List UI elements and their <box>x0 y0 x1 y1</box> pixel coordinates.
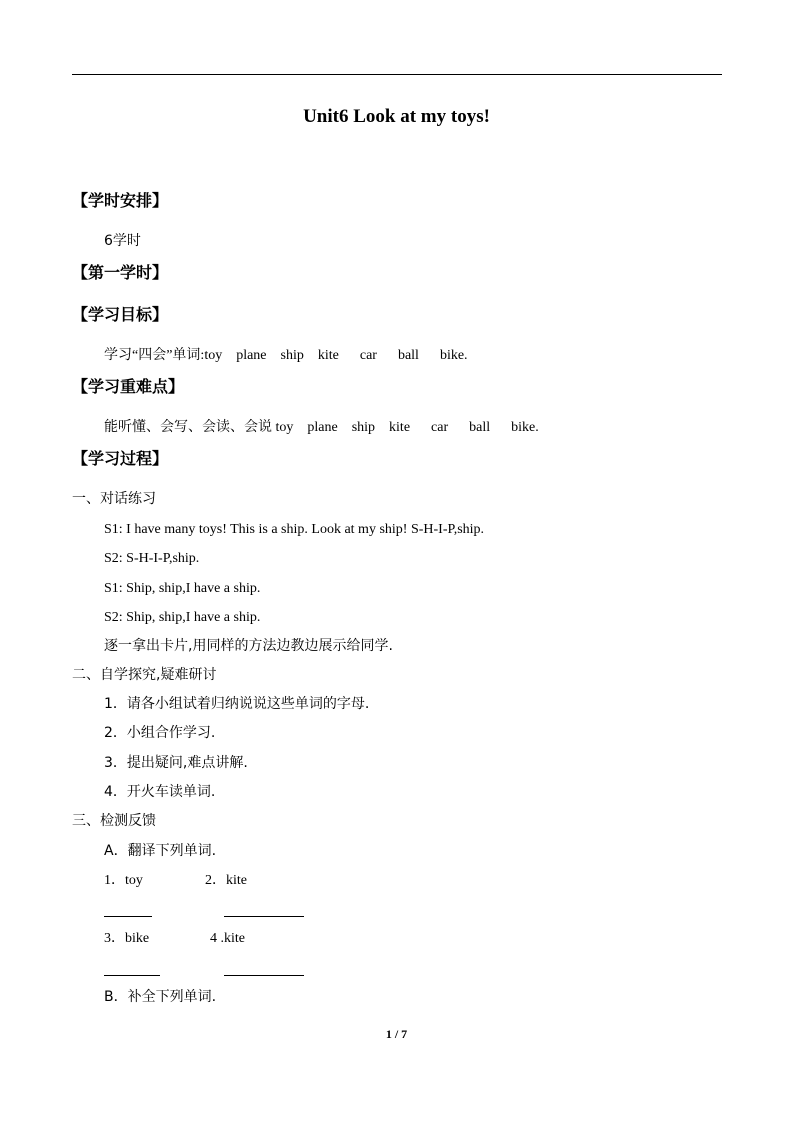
section-process-heading: 【学习过程】 <box>72 449 169 468</box>
section-first-period-heading: 【第一学时】 <box>72 263 169 282</box>
dialogue-line: S1: I have many toys! This is a ship. Look at my ship! S-H-I-P,ship. <box>104 522 485 537</box>
question-3: 3．bike <box>104 931 150 946</box>
question-2: 2．kite <box>205 873 247 888</box>
part2-step: 3．提出疑问,难点讲解. <box>104 755 248 771</box>
section-key-points-heading: 【学习重难点】 <box>72 377 185 396</box>
header-rule <box>72 74 722 75</box>
dialogue-line: S2: S-H-I-P,ship. <box>104 551 200 566</box>
section-schedule-heading: 【学时安排】 <box>72 191 169 210</box>
section-goals-heading: 【学习目标】 <box>72 305 169 324</box>
part3-b-instruction: B．补全下列单词. <box>104 989 217 1005</box>
part3-heading: 三、检测反馈 <box>72 813 156 829</box>
answer-blank-2 <box>224 916 304 917</box>
answer-blank-3 <box>104 975 160 976</box>
dialogue-line: S2: Ship, ship,I have a ship. <box>104 610 261 625</box>
part2-step: 2．小组合作学习. <box>104 725 216 741</box>
dialogue-line: S1: Ship, ship,I have a ship. <box>104 581 261 596</box>
document-title: Unit6 Look at my toys! <box>303 106 490 127</box>
goals-text: 学习“四会”单词:toy plane ship kite car ball bike. <box>104 348 468 363</box>
part2-step: 4．开火车读单词. <box>104 784 216 800</box>
key-points-text: 能听懂、会写、会读、会说 toy plane ship kite car ball bike. <box>104 420 539 435</box>
part3-a-instruction: A．翻译下列单词. <box>104 843 217 859</box>
part2-heading: 二、自学探究,疑难研讨 <box>72 667 217 683</box>
part1-note: 逐一拿出卡片,用同样的方法边教边展示给同学. <box>104 638 393 654</box>
page-number: 1 / 7 <box>385 1027 408 1041</box>
schedule-text: 6学时 <box>104 233 141 249</box>
question-1: 1．toy <box>104 873 143 888</box>
answer-blank-1 <box>104 916 152 917</box>
part1-heading: 一、对话练习 <box>72 491 156 507</box>
question-4: 4 .kite <box>210 931 245 946</box>
answer-blank-4 <box>224 975 304 976</box>
part2-step: 1．请各小组试着归纳说说这些单词的字母. <box>104 696 370 712</box>
